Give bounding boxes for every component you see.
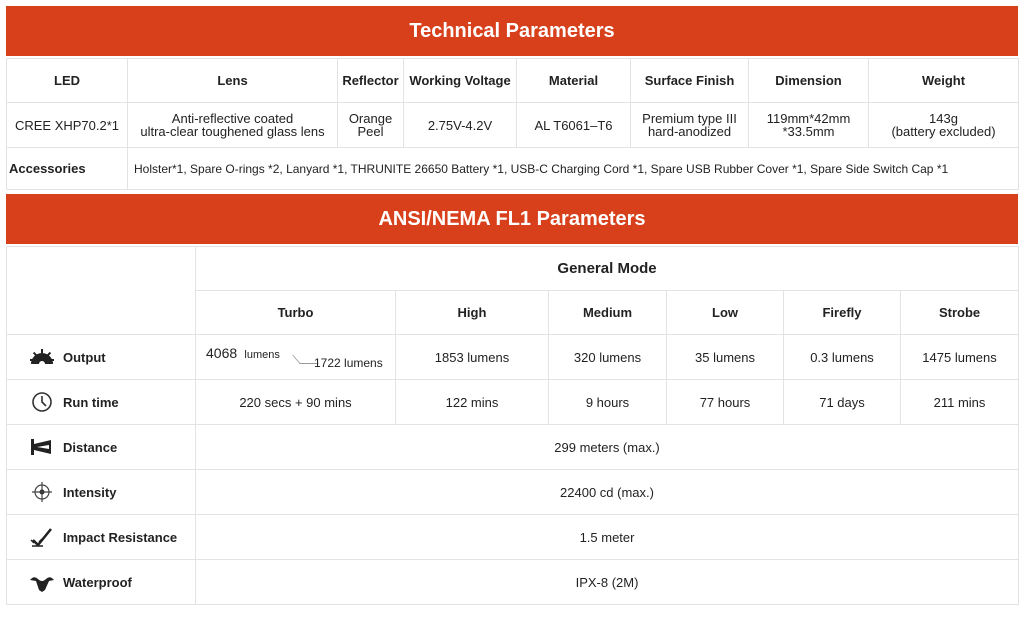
- impact-row: [7, 515, 1019, 560]
- output-low: 35 lumens: [667, 335, 784, 380]
- mode-firefly: Firefly: [784, 291, 901, 335]
- runtime-row: [7, 380, 1019, 425]
- intensity-row: [7, 470, 1019, 515]
- impact-label-cell: [7, 515, 196, 560]
- intensity-label-cell: [7, 470, 196, 515]
- turbo-output-unit: lumens: [244, 349, 280, 361]
- waterproof-label-cell: [7, 560, 196, 605]
- waterproof-label: Waterproof: [63, 574, 132, 590]
- distance-row: [7, 425, 1019, 470]
- impact-value: 1.5 meter: [196, 515, 1019, 560]
- beam-distance-icon: [29, 436, 55, 458]
- header-lens: Lens: [128, 59, 338, 103]
- distance-value: 299 meters (max.): [196, 425, 1019, 470]
- header-dimension: Dimension: [749, 59, 869, 103]
- waterproof-row: [7, 560, 1019, 605]
- runtime-firefly: 71 days: [784, 380, 901, 425]
- intensity-value: 22400 cd (max.): [196, 470, 1019, 515]
- output-label-cell: [7, 335, 196, 380]
- intensity-label: Intensity: [63, 484, 117, 500]
- output-turbo: [196, 335, 396, 380]
- value-lens: Anti-reflective coated ultra-clear toughened glass lens: [128, 103, 338, 148]
- output-strobe: 1475 lumens: [901, 335, 1019, 380]
- mode-strobe: Strobe: [901, 291, 1019, 335]
- gear-half-icon: [29, 346, 55, 368]
- ansi-parameters-banner: ANSI/NEMA FL1 Parameters: [6, 194, 1018, 244]
- header-weight: Weight: [869, 59, 1019, 103]
- distance-label-cell: [7, 425, 196, 470]
- mode-medium: Medium: [549, 291, 667, 335]
- header-surface-finish: Surface Finish: [631, 59, 749, 103]
- mode-low: Low: [667, 291, 784, 335]
- runtime-strobe: 211 mins: [901, 380, 1019, 425]
- turbo-output-value: 4068: [206, 345, 238, 361]
- mode-turbo: Turbo: [196, 291, 396, 335]
- value-dimension: 119mm*42mm *33.5mm: [749, 103, 869, 148]
- output-high: 1853 lumens: [396, 335, 549, 380]
- header-reflector: Reflector: [338, 59, 404, 103]
- turbo-output-drop: 1722 lumens: [314, 356, 383, 370]
- runtime-high: 122 mins: [396, 380, 549, 425]
- impact-label: Impact Resistance: [63, 529, 178, 545]
- tech-value-row: [7, 103, 1019, 148]
- runtime-medium: 9 hours: [549, 380, 667, 425]
- tech-header-row: [7, 59, 1019, 103]
- output-medium: 320 lumens: [549, 335, 667, 380]
- general-mode-heading: General Mode: [196, 247, 1019, 291]
- value-working-voltage: 2.75V-4.2V: [404, 103, 517, 148]
- runtime-low: 77 hours: [667, 380, 784, 425]
- empty-corner-cell: [7, 247, 196, 335]
- technical-parameters-banner: Technical Parameters: [6, 6, 1018, 56]
- technical-parameters-table: [6, 58, 1019, 190]
- general-mode-row: [7, 247, 1019, 291]
- value-material: AL T6061–T6: [517, 103, 631, 148]
- value-led: CREE XHP70.2*1: [7, 103, 128, 148]
- value-reflector: Orange Peel: [338, 103, 404, 148]
- ansi-parameters-table: [6, 246, 1019, 605]
- header-working-voltage: Working Voltage: [404, 59, 517, 103]
- value-surface-finish: Premium type III hard-anodized: [631, 103, 749, 148]
- waterproof-icon: [29, 571, 55, 593]
- output-row: [7, 335, 1019, 380]
- accessories-label: Accessories: [7, 148, 128, 190]
- waterproof-value: IPX-8 (2M): [196, 560, 1019, 605]
- mode-high: High: [396, 291, 549, 335]
- accessories-row: [7, 148, 1019, 190]
- impact-icon: [29, 526, 55, 548]
- distance-label: Distance: [63, 439, 118, 455]
- clock-icon: [29, 391, 55, 413]
- value-weight: 143g (battery excluded): [869, 103, 1019, 148]
- output-firefly: 0.3 lumens: [784, 335, 901, 380]
- runtime-label: Run time: [63, 394, 119, 410]
- runtime-label-cell: [7, 380, 196, 425]
- accessories-list: Holster*1, Spare O-rings *2, Lanyard *1, THRUNITE 26650 Battery *1, USB-C Charging Cord *1, Spare USB Rubber Cover *1, Spare Side Switch Cap *1: [128, 148, 1019, 190]
- output-label: Output: [63, 349, 106, 365]
- header-material: Material: [517, 59, 631, 103]
- crosshair-icon: [29, 481, 55, 503]
- runtime-turbo: 220 secs + 90 mins: [196, 380, 396, 425]
- header-led: LED: [7, 59, 128, 103]
